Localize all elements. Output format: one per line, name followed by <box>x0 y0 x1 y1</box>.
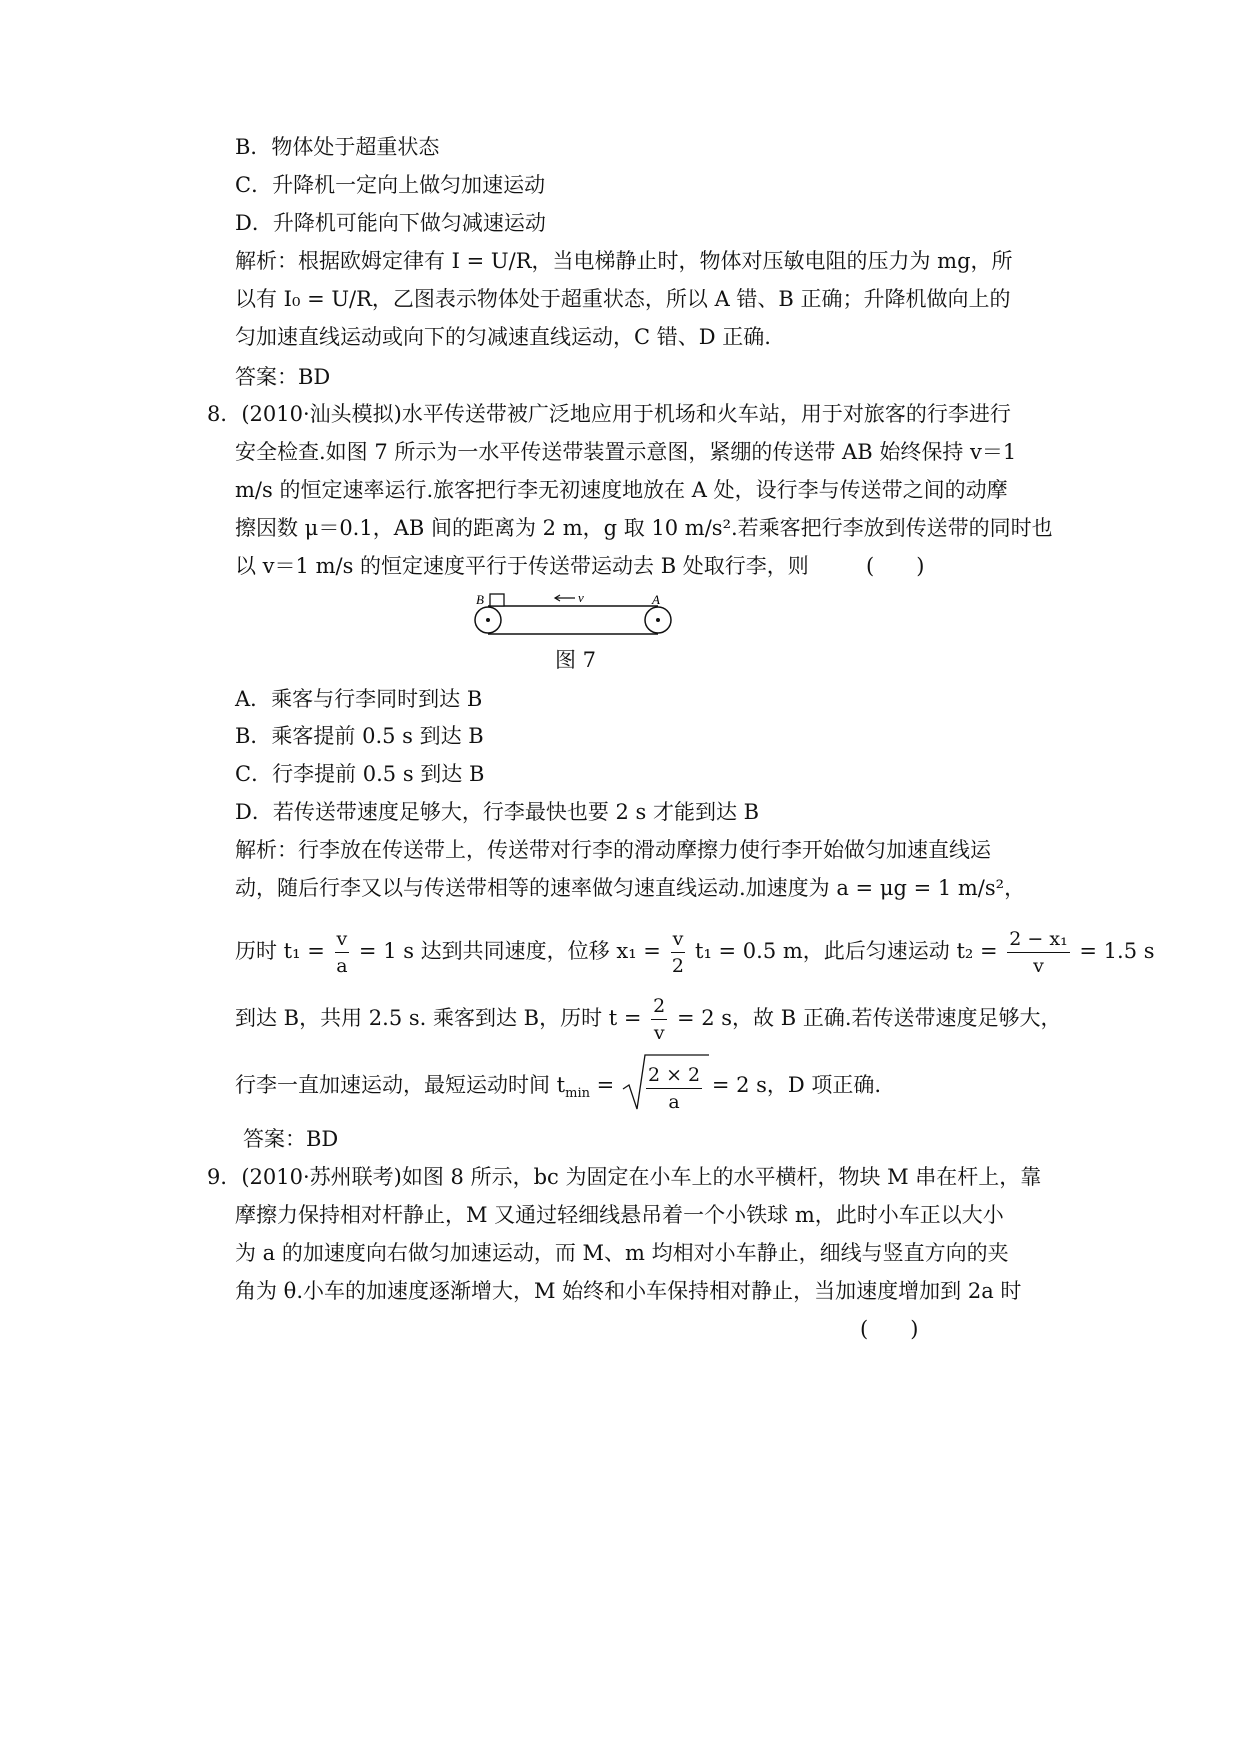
q7-analysis-line3: 匀加速直线运动或向下的匀减速直线运动，C 错、D 正确. <box>235 325 771 349</box>
q7-answer: 答案：BD <box>235 365 331 389</box>
q8-stem-line4: 擦因数 μ＝0.1，AB 间的距离为 2 m，g 取 10 m/s².若乘客把行李放到传送带的同时也 <box>235 516 1053 540</box>
q8-stem-line1: 8．(2010·汕头模拟)水平传送带被广泛地应用于机场和火车站，用于对旅客的行李进行 <box>207 402 1011 426</box>
q8-option-d: D．若传送带速度足够大，行李最快也要 2 s 才能到达 B <box>235 800 760 824</box>
q8-option-b: B．乘客提前 0.5 s 到达 B <box>235 724 484 748</box>
q7-option-b: B．物体处于超重状态 <box>235 135 440 159</box>
text-segment: = <box>589 1073 615 1097</box>
q9-stem-line2: 摩擦力保持相对杆静止，M 又通过轻细线悬吊着一个小铁球 m，此时小车正以大小 <box>235 1203 1004 1227</box>
q9-stem-line1: 9．(2010·苏州联考)如图 8 所示，bc 为固定在小车上的水平横杆，物块 M 串在杆上，靠 <box>207 1165 1042 1189</box>
q8-option-a: A．乘客与行李同时到达 B <box>235 687 483 711</box>
q8-option-c: C．行李提前 0.5 s 到达 B <box>235 762 485 786</box>
text-segment: 历时 t₁ = <box>235 939 325 963</box>
square-root <box>621 1057 705 1117</box>
text-segment: = 1.5 s <box>1079 939 1155 963</box>
denominator: v <box>653 1022 665 1044</box>
q8-stem-line3: m/s 的恒定速率运行.旅客把行李无初速度地放在 A 处，设行李与传送带之间的动摩 <box>235 478 1008 502</box>
text-segment: 行李一直加速运动，最短运动时间 t <box>235 1073 566 1097</box>
numerator: 2 <box>651 993 667 1020</box>
figure-label-a: A <box>652 592 660 607</box>
q9-answer-paren: ( ) <box>860 1317 919 1341</box>
q7-option-c: C．升降机一定向上做匀加速运动 <box>235 173 546 197</box>
text-segment: 到达 B，共用 2.5 s. 乘客到达 B，历时 t = <box>235 1006 642 1030</box>
q8-stem-line5: 以 v＝1 m/s 的恒定速度平行于传送带运动去 B 处取行李，则 <box>235 554 809 578</box>
denominator: v <box>1033 955 1044 977</box>
subscript-min: min <box>565 1086 590 1102</box>
text-segment: = 1 s 达到共同速度，位移 x₁ = <box>358 939 661 963</box>
luggage-box-icon <box>490 594 504 606</box>
radical-sign-icon <box>621 1051 711 1113</box>
q9-stem-line3: 为 a 的加速度向右做匀加速运动，而 M、m 均相对小车静止，细线与竖直方向的夹 <box>235 1241 1009 1265</box>
q8-analysis-line4 <box>235 990 1062 1046</box>
text-segment: = 2 s，D 项正确. <box>711 1073 882 1097</box>
figure-7-caption: 图 7 <box>555 648 597 672</box>
q8-analysis-line2: 动，随后行李又以与传送带相等的速率做匀速直线运动.加速度为 a = μg = 1 m/s²， <box>235 876 1026 900</box>
denominator: a <box>336 955 348 977</box>
numerator: v <box>335 926 350 953</box>
q8-answer: 答案：BD <box>243 1127 339 1151</box>
q8-analysis-line5 <box>235 1055 881 1124</box>
denominator: a <box>668 1090 680 1113</box>
numerator: 2 × 2 <box>646 1062 702 1089</box>
q9-stem-line4: 角为 θ.小车的加速度逐渐增大，M 始终和小车保持相对静止，当加速度增加到 2a 时 <box>235 1279 1022 1303</box>
text-segment: = 2 s，故 B 正确.若传送带速度足够大， <box>676 1006 1062 1030</box>
q8-answer-paren: ( ) <box>866 554 925 578</box>
q8-analysis-line3 <box>235 923 1155 979</box>
figure-label-v: v <box>578 590 584 605</box>
denominator: 2 <box>671 955 684 977</box>
q8-analysis-line1: 解析：行李放在传送带上，传送带对行李的滑动摩擦力使行李开始做匀加速直线运 <box>235 838 991 862</box>
text-segment: t₁ = 0.5 m，此后匀速运动 t₂ = <box>695 939 998 963</box>
fraction-v-over-2 <box>671 926 686 979</box>
conveyor-belt-figure <box>470 590 680 642</box>
numerator: v <box>671 926 686 953</box>
numerator: 2 − x₁ <box>1007 926 1069 953</box>
q8-stem-line2: 安全检查.如图 7 所示为一水平传送带装置示意图，紧绷的传送带 AB 始终保持 v＝1 <box>235 440 1017 464</box>
figure-label-b: B <box>476 592 484 607</box>
fraction-t2 <box>1007 926 1069 979</box>
q7-option-d: D．升降机可能向下做匀减速运动 <box>235 211 546 235</box>
fraction-2-over-v <box>651 993 667 1046</box>
fraction-v-over-a <box>335 926 350 979</box>
q7-analysis-line2: 以有 I₀ = U/R，乙图表示物体处于超重状态，所以 A 错、B 正确；升降机做向上的 <box>235 287 1011 311</box>
q7-analysis-line1: 解析：根据欧姆定律有 I = U/R，当电梯静止时，物体对压敏电阻的压力为 mg，所 <box>235 249 1013 273</box>
